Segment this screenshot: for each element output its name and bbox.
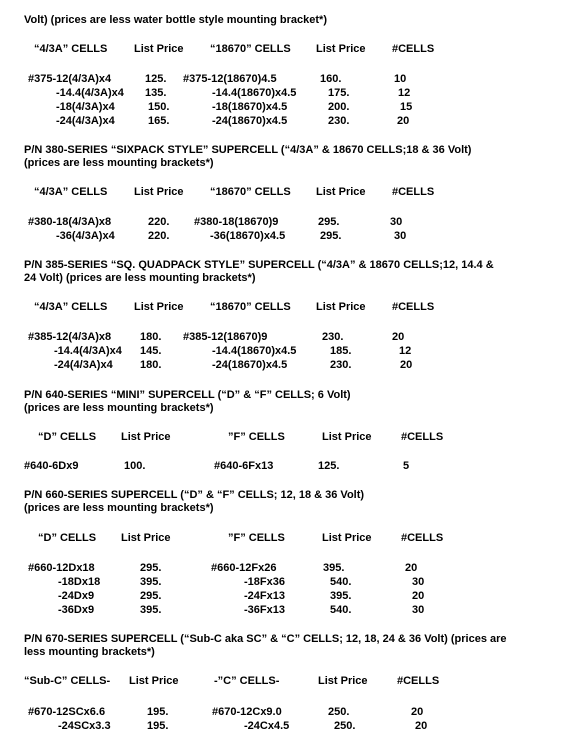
cell-count: 5 [403,460,410,472]
price: 395. [140,576,162,588]
part-number: -24(4/3A)x4 [54,359,113,371]
header-list-price: List Price [322,532,372,544]
part-number: -36Dx9 [58,604,95,616]
part-number: -24Cx4.5 [244,720,290,732]
price: 295. [140,590,162,602]
price: 230. [330,359,352,371]
header-list-price: List Price [316,186,366,198]
part-number: #385-12(4/3A)x8 [28,331,112,343]
part-number: #375-12(18670)4.5 [183,73,277,85]
header-list-price: List Price [121,532,171,544]
header-cells-count: #CELLS [401,532,444,544]
price: 250. [334,720,356,732]
cell-count: 20 [392,331,405,343]
part-number: -14.4(18670)x4.5 [212,87,297,99]
cell-count: 30 [412,576,425,588]
cell-count: 20 [411,706,424,718]
price: 180. [140,331,162,343]
price: 230. [328,115,350,127]
part-number: -36(18670)x4.5 [210,230,286,242]
section-title-670: P/N 670-SERIES SUPERCELL (“Sub-C aka SC” & “C” CELLS; 12, 18, 24 & 36 Volt) (prices are [24,633,507,645]
price: 165. [148,115,170,127]
part-number: #385-12(18670)9 [183,331,268,343]
part-number: -14.4(18670)x4.5 [212,345,297,357]
part-number: #380-18(4/3A)x8 [28,216,112,228]
price: 100. [124,460,146,472]
section-note-660: (prices are less mounting brackets*) [24,502,214,514]
header-cells-count: #CELLS [392,43,435,55]
section-title-660: P/N 660-SERIES SUPERCELL (“D” & “F” CELLS; 12, 18 & 36 Volt) [24,489,365,501]
header-cells-count: #CELLS [401,431,444,443]
cell-count: 30 [394,230,407,242]
part-number: -24(18670)x4.5 [212,115,288,127]
part-number: -36Fx13 [244,604,285,616]
price: 295. [320,230,342,242]
header-list-price: List Price [316,43,366,55]
header-cells-count: #CELLS [392,301,435,313]
part-number: -18Fx36 [244,576,285,588]
part-number: #660-12Dx18 [28,562,95,574]
price: 395. [330,590,352,602]
header-list-price: List Price [121,431,171,443]
header-d-cells: “D” CELLS [38,532,97,544]
header-list-price: List Price [318,675,368,687]
part-number: #375-12(4/3A)x4 [28,73,112,85]
header-cells-count: #CELLS [397,675,440,687]
price: 395. [323,562,345,574]
part-number: -24SCx3.3 [58,720,111,732]
header-4-3a-cells: “4/3A” CELLS [34,43,108,55]
price: 125. [145,73,167,85]
header-18670-cells: “18670” CELLS [210,301,291,313]
header-18670-cells: “18670” CELLS [210,43,291,55]
price: 540. [330,576,352,588]
section-note-640: (prices are less mounting brackets*) [24,402,214,414]
part-number: -36(4/3A)x4 [56,230,115,242]
cell-count: 20 [415,720,428,732]
price: 220. [148,230,170,242]
header-cells-count: #CELLS [392,186,435,198]
part-number: -24Fx13 [244,590,285,602]
cell-count: 20 [412,590,425,602]
header-4-3a-cells: “4/3A” CELLS [34,186,108,198]
section-title-380: P/N 380-SERIES “SIXPACK STYLE” SUPERCELL (“4/3A” & 18670 CELLS;18 & 36 Volt) [24,144,472,156]
part-number: #670-12SCx6.6 [28,706,106,718]
cell-count: 20 [400,359,413,371]
part-number: #380-18(18670)9 [194,216,279,228]
price: 200. [328,101,350,113]
part-number: #640-6Dx9 [24,460,79,472]
part-number: #640-6Fx13 [214,460,274,472]
header-d-cells: “D” CELLS [38,431,97,443]
price: 125. [318,460,340,472]
cell-count: 20 [405,562,418,574]
part-number: -18Dx18 [58,576,101,588]
header-4-3a-cells: “4/3A” CELLS [34,301,108,313]
header-18670-cells: “18670” CELLS [210,186,291,198]
section-title-640: P/N 640-SERIES “MINI” SUPERCELL (“D” & “F” CELLS; 6 Volt) [24,389,351,401]
header-c-cells: -”C” CELLS- [214,675,280,687]
cell-count: 15 [400,101,413,113]
section-title-385: P/N 385-SERIES “SQ. QUADPACK STYLE” SUPERCELL (“4/3A” & 18670 CELLS;12, 14.4 & [24,259,494,271]
cell-count: 20 [397,115,410,127]
price: 195. [147,720,169,732]
price: 175. [328,87,350,99]
price: 160. [320,73,342,85]
header-list-price: List Price [129,675,179,687]
header-f-cells: ”F” CELLS [228,431,285,443]
header-list-price: List Price [134,186,184,198]
price: 145. [140,345,162,357]
price: 540. [330,604,352,616]
part-number: -24Dx9 [58,590,95,602]
price: 150. [148,101,170,113]
header-list-price: List Price [322,431,372,443]
price: 195. [147,706,169,718]
intro-line: Volt) (prices are less water bottle style mounting bracket*) [24,14,327,26]
price: 185. [330,345,352,357]
header-subc-cells: “Sub-C” CELLS- [24,675,111,687]
section-note-380: (prices are less mounting brackets*) [24,157,214,169]
price: 395. [140,604,162,616]
part-number: #670-12Cx9.0 [212,706,282,718]
cell-count: 10 [394,73,407,85]
cell-count: 12 [398,87,411,99]
section-note-670: less mounting brackets*) [24,646,155,658]
header-list-price: List Price [134,301,184,313]
price: 295. [140,562,162,574]
cell-count: 30 [390,216,403,228]
part-number: -24(4/3A)x4 [56,115,115,127]
price: 220. [148,216,170,228]
part-number: -18(18670)x4.5 [212,101,288,113]
cell-count: 12 [399,345,412,357]
price: 135. [145,87,167,99]
part-number: #660-12Fx26 [211,562,277,574]
price: 230. [322,331,344,343]
header-list-price: List Price [134,43,184,55]
cell-count: 30 [412,604,425,616]
part-number: -18(4/3A)x4 [56,101,115,113]
price: 295. [318,216,340,228]
header-list-price: List Price [316,301,366,313]
part-number: -14.4(4/3A)x4 [54,345,122,357]
part-number: -24(18670)x4.5 [212,359,288,371]
header-f-cells: ”F” CELLS [228,532,285,544]
section-note-385: 24 Volt) (prices are less mounting brackets*) [24,272,256,284]
price: 250. [328,706,350,718]
price: 180. [140,359,162,371]
part-number: -14.4(4/3A)x4 [56,87,124,99]
